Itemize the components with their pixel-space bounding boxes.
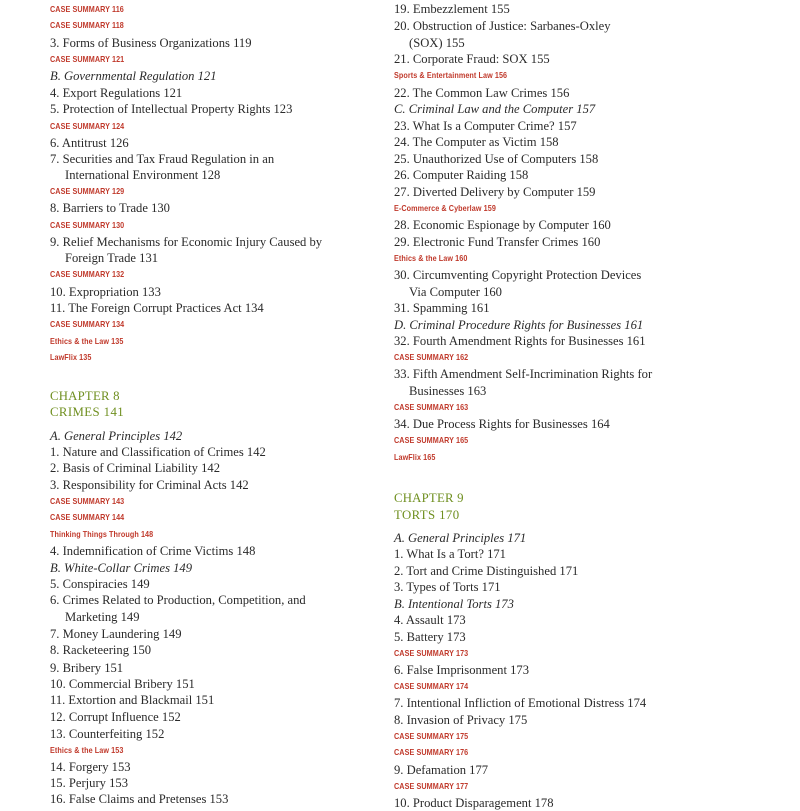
feature-tag: CASE SUMMARY 162 <box>394 353 469 362</box>
feature-tag: CASE SUMMARY 130 <box>50 221 125 230</box>
chapter-title: TORTS 170 <box>394 508 460 522</box>
feature-tag: Ethics & the Law 135 <box>50 337 124 346</box>
toc-entry: 30. Circumventing Copyright Protection Devices <box>394 268 642 282</box>
feature-tag: CASE SUMMARY 173 <box>394 649 469 658</box>
toc-entry: 27. Diverted Delivery by Computer 159 <box>394 185 596 199</box>
toc-entry: 34. Due Process Rights for Businesses 164 <box>394 417 610 431</box>
toc-entry: 9. Defamation 177 <box>394 763 489 777</box>
toc-entry: 33. Fifth Amendment Self-Incrimination Rights for <box>394 367 653 381</box>
toc-entry: 2. Basis of Criminal Liability 142 <box>50 461 221 475</box>
toc-entry: 1. What Is a Tort? 171 <box>394 547 506 561</box>
feature-tag: Thinking Things Through 148 <box>50 530 154 539</box>
toc-entry: 16. False Claims and Pretenses 153 <box>50 792 229 806</box>
feature-tag: LawFlix 165 <box>394 453 436 462</box>
toc-entry: 10. Product Disparagement 178 <box>394 796 554 810</box>
toc-entry: 24. The Computer as Victim 158 <box>394 135 559 149</box>
toc-entry: 4. Export Regulations 121 <box>50 86 183 100</box>
toc-entry: 7. Securities and Tax Fraud Regulation in an <box>50 152 275 166</box>
toc-entry: 10. Expropriation 133 <box>50 285 161 299</box>
toc-entry: 8. Invasion of Privacy 175 <box>394 713 528 727</box>
feature-tag: CASE SUMMARY 176 <box>394 748 469 757</box>
toc-entry: 29. Electronic Fund Transfer Crimes 160 <box>394 235 601 249</box>
toc-entry: 22. The Common Law Crimes 156 <box>394 86 570 100</box>
toc-entry: 4. Indemnification of Crime Victims 148 <box>50 544 256 558</box>
feature-tag: CASE SUMMARY 144 <box>50 513 125 522</box>
toc-entry-continuation: Businesses 163 <box>409 384 487 398</box>
toc-section-heading: B. Governmental Regulation 121 <box>50 69 217 83</box>
feature-tag: CASE SUMMARY 165 <box>394 436 469 445</box>
feature-tag: CASE SUMMARY 177 <box>394 782 469 791</box>
toc-entry: 11. The Foreign Corrupt Practices Act 134 <box>50 301 264 315</box>
toc-entry-continuation: Marketing 149 <box>65 610 140 624</box>
feature-tag: CASE SUMMARY 121 <box>50 55 125 64</box>
feature-tag: CASE SUMMARY 116 <box>50 5 124 14</box>
toc-section-heading: D. Criminal Procedure Rights for Businesses 161 <box>394 318 644 332</box>
toc-entry: 2. Tort and Crime Distinguished 171 <box>394 564 579 578</box>
feature-tag: CASE SUMMARY 163 <box>394 403 469 412</box>
feature-tag: CASE SUMMARY 118 <box>50 21 124 30</box>
feature-tag: CASE SUMMARY 143 <box>50 497 125 506</box>
toc-entry: 3. Forms of Business Organizations 119 <box>50 36 252 50</box>
toc-section-heading: C. Criminal Law and the Computer 157 <box>394 102 596 116</box>
toc-entry: 3. Responsibility for Criminal Acts 142 <box>50 478 249 492</box>
feature-tag: CASE SUMMARY 129 <box>50 187 125 196</box>
toc-entry: 5. Battery 173 <box>394 630 466 644</box>
toc-entry: 8. Racketeering 150 <box>50 643 152 657</box>
toc-entry: 19. Embezzlement 155 <box>394 2 510 16</box>
toc-section-heading: A. General Principles 171 <box>394 531 527 545</box>
feature-tag: Sports & Entertainment Law 156 <box>394 71 508 80</box>
toc-entry: 13. Counterfeiting 152 <box>50 727 165 741</box>
toc-entry-continuation: Foreign Trade 131 <box>65 251 159 265</box>
feature-tag: Ethics & the Law 160 <box>394 254 468 263</box>
feature-tag: E-Commerce & Cyberlaw 159 <box>394 204 496 213</box>
feature-tag: Ethics & the Law 153 <box>50 746 124 755</box>
toc-entry: 21. Corporate Fraud: SOX 155 <box>394 52 550 66</box>
toc-entry: 32. Fourth Amendment Rights for Businesses 161 <box>394 334 646 348</box>
toc-entry: 25. Unauthorized Use of Computers 158 <box>394 152 599 166</box>
toc-entry: 10. Commercial Bribery 151 <box>50 677 195 691</box>
toc-entry: 9. Bribery 151 <box>50 661 124 675</box>
toc-entry-continuation: (SOX) 155 <box>409 36 465 50</box>
chapter-label: CHAPTER 8 <box>50 389 120 403</box>
chapter-label: CHAPTER 9 <box>394 491 464 505</box>
toc-entry: 23. What Is a Computer Crime? 157 <box>394 119 577 133</box>
feature-tag: CASE SUMMARY 175 <box>394 732 469 741</box>
toc-entry: 6. Antitrust 126 <box>50 136 129 150</box>
feature-tag: CASE SUMMARY 174 <box>394 682 469 691</box>
toc-entry: 31. Spamming 161 <box>394 301 490 315</box>
feature-tag: LawFlix 135 <box>50 353 92 362</box>
toc-entry: 5. Protection of Intellectual Property Rights 123 <box>50 102 293 116</box>
toc-section-heading: A. General Principles 142 <box>50 429 183 443</box>
toc-section-heading: B. White-Collar Crimes 149 <box>50 561 193 575</box>
toc-entry: 14. Forgery 153 <box>50 760 131 774</box>
toc-entry-continuation: Via Computer 160 <box>409 285 502 299</box>
toc-entry: 28. Economic Espionage by Computer 160 <box>394 218 611 232</box>
toc-entry: 11. Extortion and Blackmail 151 <box>50 693 215 707</box>
chapter-title: CRIMES 141 <box>50 405 125 419</box>
toc-entry: 15. Perjury 153 <box>50 776 129 790</box>
toc-entry: 1. Nature and Classification of Crimes 142 <box>50 445 266 459</box>
toc-entry: 8. Barriers to Trade 130 <box>50 201 170 215</box>
toc-section-heading: B. Intentional Torts 173 <box>394 597 514 611</box>
toc-entry: 12. Corrupt Influence 152 <box>50 710 181 724</box>
feature-tag: CASE SUMMARY 134 <box>50 320 125 329</box>
toc-entry: 5. Conspiracies 149 <box>50 577 150 591</box>
toc-entry: 9. Relief Mechanisms for Economic Injury Caused by <box>50 235 323 249</box>
toc-entry: 20. Obstruction of Justice: Sarbanes-Oxley <box>394 19 611 33</box>
toc-entry: 7. Intentional Infliction of Emotional Distress 174 <box>394 696 647 710</box>
feature-tag: CASE SUMMARY 124 <box>50 122 125 131</box>
feature-tag: CASE SUMMARY 132 <box>50 270 125 279</box>
toc-entry: 6. Crimes Related to Production, Competition, and <box>50 593 306 607</box>
toc-entry: 6. False Imprisonment 173 <box>394 663 530 677</box>
toc-entry: 3. Types of Torts 171 <box>394 580 501 594</box>
toc-entry: 4. Assault 173 <box>394 613 466 627</box>
toc-entry: 26. Computer Raiding 158 <box>394 168 529 182</box>
toc-entry-continuation: International Environment 128 <box>65 168 221 182</box>
toc-entry: 7. Money Laundering 149 <box>50 627 182 641</box>
